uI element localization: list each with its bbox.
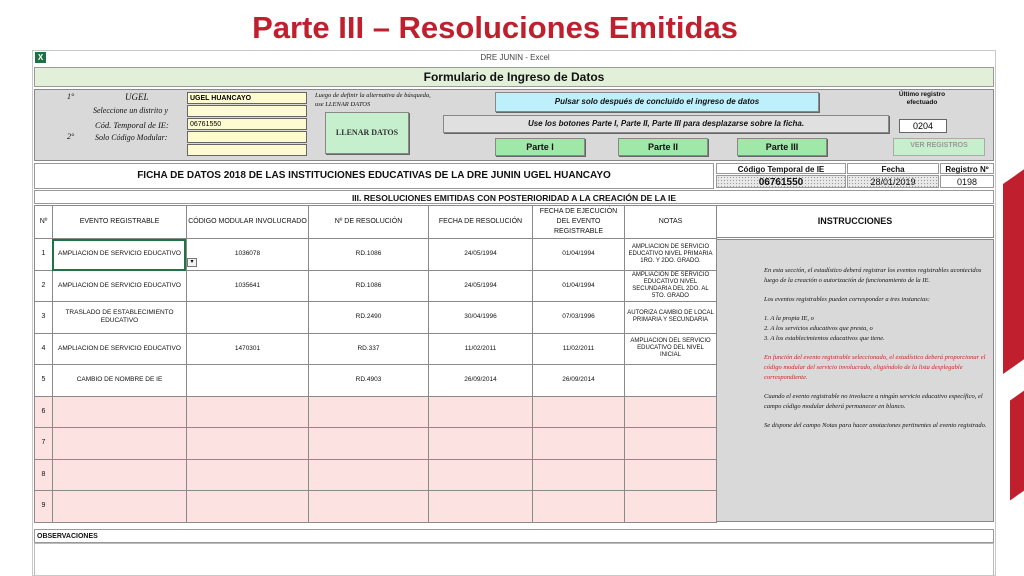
cod-temporal-header: Código Temporal de IE — [716, 163, 846, 174]
evento-cell[interactable]: AMPLIACION DE SERVICIO EDUCATIVO — [53, 333, 187, 365]
blank-input[interactable] — [187, 144, 307, 156]
table-row-empty — [35, 459, 717, 491]
fecha-resolucion-cell[interactable]: 24/05/1994 — [429, 239, 533, 271]
navigation-instructions: Use los botones Parte I, Parte II, Parte III para desplazarse sobre la ficha. — [443, 115, 889, 133]
ugel-input[interactable]: UGEL HUANCAYO — [187, 92, 307, 104]
table-header-row — [35, 206, 717, 239]
instructions-panel — [716, 239, 994, 522]
row-number: 4 — [35, 333, 53, 365]
step2-number: 2° — [67, 132, 75, 141]
form-banner: Formulario de Ingreso de Datos — [34, 67, 994, 87]
pulsar-button[interactable]: Pulsar solo después de concluido el ingreso de datos — [495, 92, 819, 112]
codigo-modular-cell[interactable] — [187, 428, 309, 460]
codigo-modular-cell[interactable]: 1036078 — [187, 239, 309, 271]
search-form — [34, 89, 994, 161]
resolucion-cell[interactable] — [309, 459, 429, 491]
notas-cell[interactable] — [625, 459, 717, 491]
registro-value: 0198 — [940, 175, 994, 188]
column-header: FECHA DE EJECUCIÓN DEL EVENTO REGISTRABLE — [533, 206, 625, 239]
ultimo-registro-label: Último registro efectuado — [898, 91, 946, 106]
codigo-modular-cell[interactable] — [187, 491, 309, 523]
fecha-resolucion-cell[interactable] — [429, 491, 533, 523]
notas-cell[interactable]: AMPLIACION DE SERVICIO EDUCATIVO NIVEL SECUNDARIA DEL 2DO. AL 5TO. GRADO — [625, 270, 717, 302]
evento-cell[interactable]: CAMBIO DE NOMBRE DE IE — [53, 365, 187, 397]
notas-cell[interactable]: AMPLIACION DEL SERVICIO EDUCATIVO DEL NIVEL INICIAL — [625, 333, 717, 365]
resolucion-cell[interactable]: RD.2490 — [309, 302, 429, 334]
evento-cell[interactable] — [53, 428, 187, 460]
notas-cell[interactable] — [625, 491, 717, 523]
column-header: NOTAS — [625, 206, 717, 239]
codigo-modular-cell[interactable] — [187, 459, 309, 491]
cod-modular-input[interactable] — [187, 131, 307, 143]
column-header: Nº — [35, 206, 53, 239]
fecha-ejecucion-cell[interactable]: 01/04/1994 — [533, 270, 625, 302]
parte-2-button[interactable]: Parte II — [618, 138, 708, 156]
table-row-empty — [35, 396, 717, 428]
fecha-ejecucion-cell[interactable]: 01/04/1994 — [533, 239, 625, 271]
table-row-empty — [35, 428, 717, 460]
ultimo-registro-value: 0204 — [899, 119, 947, 133]
cod-temporal-label: Cód. Temporal de IE: — [95, 120, 169, 130]
fecha-header: Fecha — [847, 163, 939, 174]
notas-cell[interactable] — [625, 365, 717, 397]
evento-cell[interactable] — [53, 459, 187, 491]
resolucion-cell[interactable] — [309, 491, 429, 523]
instruction-text: Cuando el evento registrable no involucre a ningún servicio educativo específico, el campo código modular deberá permanecer en blanco. — [764, 393, 983, 410]
row-number: 6 — [35, 396, 53, 428]
fecha-resolucion-cell[interactable] — [429, 459, 533, 491]
window-titlebar — [33, 51, 996, 65]
evento-cell[interactable]: AMPLIACION DE SERVICIO EDUCATIVO — [53, 270, 187, 302]
instruction-text: 3. A los establecimientos educativos que tiene. — [764, 335, 885, 342]
row-number: 9 — [35, 491, 53, 523]
resolucion-cell[interactable] — [309, 396, 429, 428]
fecha-resolucion-cell[interactable]: 24/05/1994 — [429, 270, 533, 302]
codigo-modular-cell[interactable]: 1035641 — [187, 270, 309, 302]
decorative-shape — [1003, 156, 1024, 374]
resolucion-cell[interactable]: RD.1086 — [309, 239, 429, 271]
notas-cell[interactable]: AMPLIACION DE SERVICIO EDUCATIVO NIVEL PRIMARIA 1RO. Y 2DO. GRADO. — [625, 239, 717, 271]
notas-cell[interactable] — [625, 396, 717, 428]
evento-cell[interactable]: TRASLADO DE ESTABLECIMIENTO EDUCATIVO — [53, 302, 187, 334]
cod-temporal-input[interactable]: 06761550 — [187, 118, 307, 130]
distrito-label: Seleccione un distrito y — [93, 106, 168, 115]
resolucion-cell[interactable]: RD.4903 — [309, 365, 429, 397]
slide-title: Parte III – Resoluciones Emitidas — [252, 10, 738, 45]
dropdown-arrow-icon[interactable]: ▾ — [187, 258, 197, 267]
row-number: 1 — [35, 239, 53, 271]
instruction-text: En esta sección, el estadístico deberá registrar los eventos registrables acontecidos luego de la creación o autorización de funcionamiento de la IE. — [764, 267, 982, 284]
instructions-title: INSTRUCCIONES — [716, 205, 994, 238]
step1-number: 1° — [67, 92, 75, 101]
parte-1-button[interactable]: Parte I — [495, 138, 585, 156]
fecha-ejecucion-cell[interactable]: 07/03/1996 — [533, 302, 625, 334]
instruction-text: 2. A los servicios educativos que presta, o — [764, 325, 873, 332]
fecha-ejecucion-cell[interactable] — [533, 491, 625, 523]
ver-registros-button[interactable]: VER REGISTROS — [893, 138, 985, 156]
table-row — [35, 239, 717, 271]
cod-modular-label: Solo Código Modular: — [95, 133, 168, 142]
excel-icon: X — [35, 52, 46, 63]
instruction-text: 1. A la propia IE, o — [764, 315, 814, 322]
resolucion-cell[interactable]: RD.337 — [309, 333, 429, 365]
row-number: 2 — [35, 270, 53, 302]
column-header: CÓDIGO MODULAR INVOLUCRADO — [187, 206, 309, 239]
excel-window — [32, 50, 996, 576]
codigo-modular-cell[interactable] — [187, 365, 309, 397]
column-header: Nº DE RESOLUCIÓN — [309, 206, 429, 239]
codigo-modular-cell[interactable]: 1470301 — [187, 333, 309, 365]
table-row — [35, 333, 717, 365]
ugel-label: UGEL — [125, 92, 149, 102]
table-row — [35, 270, 717, 302]
row-number: 7 — [35, 428, 53, 460]
fecha-ejecucion-cell[interactable]: 26/09/2014 — [533, 365, 625, 397]
fecha-ejecucion-cell[interactable] — [533, 459, 625, 491]
column-header: EVENTO REGISTRABLE — [53, 206, 187, 239]
fecha-resolucion-cell[interactable]: 30/04/1996 — [429, 302, 533, 334]
instruction-text: Los eventos registrables pueden corresponder a tres instancias: — [764, 296, 930, 303]
window-title: DRE JUNIN - Excel — [480, 53, 550, 62]
instruction-text: Se dispone del campo Notas para hacer anotaciones pertinentes al evento registrado. — [764, 422, 987, 429]
search-hint: Luego de definir la alternativa de búsqueda, use LLENAR DATOS — [315, 92, 431, 108]
instruction-text-highlight: En función del evento registrable seleccionado, el estadístico deberá proporcionar el código modular del servicio involucrado, eligiéndolo de la lista desplegable correspondiente. — [764, 354, 986, 381]
resoluciones-table — [34, 205, 717, 523]
parte-3-button[interactable]: Parte III — [737, 138, 827, 156]
distrito-input[interactable] — [187, 105, 307, 117]
row-number: 8 — [35, 459, 53, 491]
observaciones-label: OBSERVACIONES — [34, 529, 994, 543]
registro-header: Registro Nº — [940, 163, 994, 174]
row-number: 3 — [35, 302, 53, 334]
decorative-shape — [1010, 379, 1024, 500]
fecha-value: 28/01/2019 — [847, 175, 939, 188]
fecha-ejecucion-cell[interactable]: 11/02/2011 — [533, 333, 625, 365]
fecha-resolucion-cell[interactable]: 26/09/2014 — [429, 365, 533, 397]
evento-cell[interactable] — [53, 396, 187, 428]
notas-cell[interactable] — [625, 428, 717, 460]
table-row-empty — [35, 491, 717, 523]
evento-cell[interactable] — [53, 491, 187, 523]
fecha-resolucion-cell[interactable]: 11/02/2011 — [429, 333, 533, 365]
cod-temporal-value: 06761550 — [716, 175, 846, 188]
codigo-modular-cell[interactable] — [187, 396, 309, 428]
fecha-ejecucion-cell[interactable] — [533, 396, 625, 428]
table-row — [35, 365, 717, 397]
fecha-resolucion-cell[interactable] — [429, 396, 533, 428]
resolucion-cell[interactable] — [309, 428, 429, 460]
table-row — [35, 302, 717, 334]
evento-cell[interactable]: AMPLIACION DE SERVICIO EDUCATIVO — [53, 239, 187, 271]
column-header: FECHA DE RESOLUCIÓN — [429, 206, 533, 239]
observaciones-field[interactable] — [34, 543, 994, 576]
llenar-datos-button[interactable]: LLENAR DATOS — [325, 112, 409, 154]
fecha-ejecucion-cell[interactable] — [533, 428, 625, 460]
resolucion-cell[interactable]: RD.1086 — [309, 270, 429, 302]
fecha-resolucion-cell[interactable] — [429, 428, 533, 460]
notas-cell[interactable]: AUTORIZA CAMBIO DE LOCAL PRIMARIA Y SECUNDARIA — [625, 302, 717, 334]
codigo-modular-cell[interactable] — [187, 302, 309, 334]
row-number: 5 — [35, 365, 53, 397]
section-title: III. RESOLUCIONES EMITIDAS CON POSTERIORIDAD A LA CREACIÓN DE LA IE — [34, 190, 994, 204]
ficha-title: FICHA DE DATOS 2018 DE LAS INSTITUCIONES EDUCATIVAS DE LA DRE JUNIN UGEL HUANCAYO — [34, 163, 714, 189]
